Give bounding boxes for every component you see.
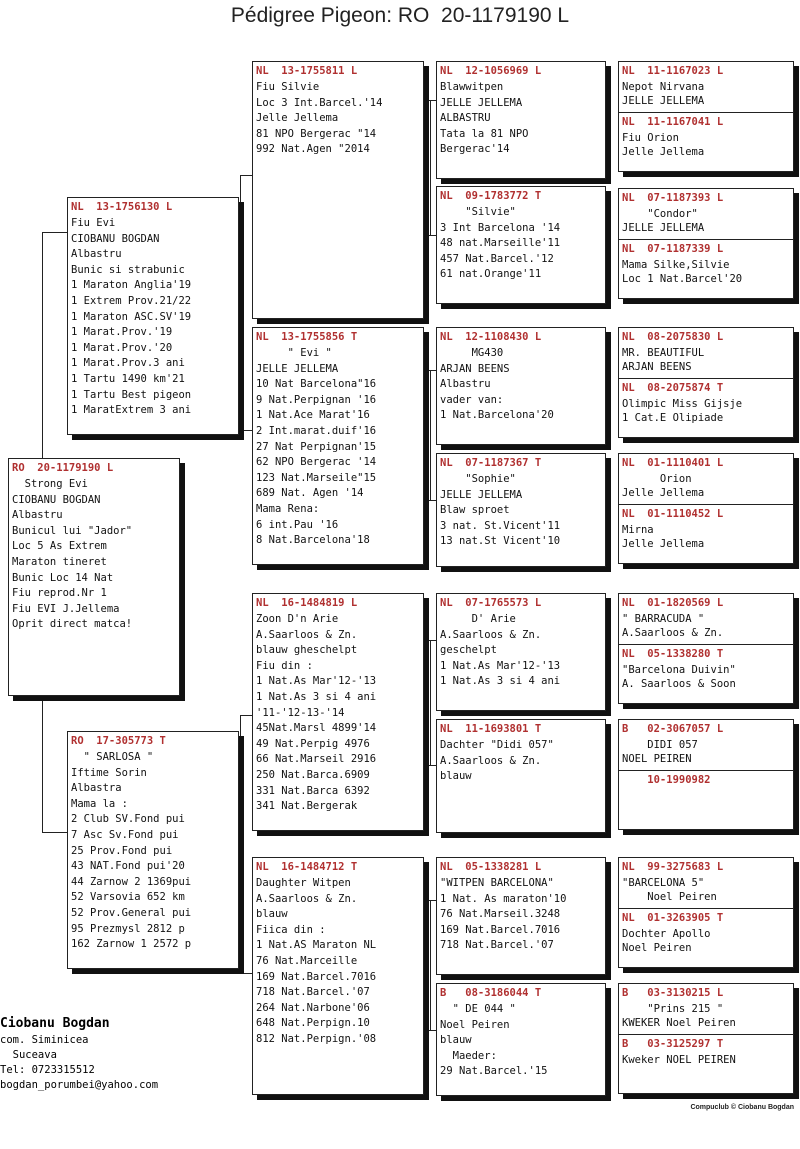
text-line: 457 Nat.Barcel.'12	[440, 252, 554, 265]
text-line: 44 Zarnow 2 1369pui	[71, 875, 192, 888]
ggg-pair-card	[618, 453, 794, 564]
text-line: "Barcelona Duivin"	[622, 664, 736, 676]
great-grandparent-lines	[440, 1002, 602, 1080]
ring-number: B 03-3130215 L	[622, 987, 724, 999]
text-line: Maeder:	[440, 1049, 497, 1062]
ggg-lower	[619, 908, 793, 955]
text-line: Blawwitpen	[440, 81, 504, 93]
ggg-lines	[622, 663, 790, 691]
text-line: 1 Nat.As Mar'12-'13	[440, 659, 561, 672]
text-line: 81 NPO Bergerac "14	[256, 127, 377, 140]
great-grandparent-card	[436, 719, 606, 833]
text-line: 9 Nat.Perpignan '16	[256, 393, 377, 406]
grandparent-card	[252, 327, 424, 565]
text-line: 718 Nat.Barcel.'07	[256, 986, 370, 999]
text-line: 1 Tartu Best pigeon	[71, 388, 192, 401]
text-line: Dachter "Didi 057"	[440, 739, 554, 751]
text-line: " BARRACUDA "	[622, 613, 705, 625]
text-line: Bergerac'14	[440, 143, 510, 156]
text-line: blauw gheschelpt	[256, 644, 358, 657]
ggg-pair-card	[618, 983, 794, 1094]
subject-lines	[12, 477, 176, 633]
text-line: Strong Evi	[12, 478, 88, 490]
text-line: "Condor"	[622, 208, 698, 220]
great-grandparent-lines	[440, 876, 602, 954]
text-line: geschelpt	[440, 644, 497, 657]
text-line: " SARLOSA "	[71, 751, 154, 763]
text-line: CIOBANU BOGDAN	[12, 493, 101, 506]
ggg-lines	[622, 1053, 790, 1067]
text-line: 162 Zarnow 1 2572 p	[71, 938, 192, 951]
text-line: 1 Nat. As maraton'10	[440, 892, 567, 905]
text-line: 25 Prov.Fond pui	[71, 844, 173, 857]
sire-lines	[71, 216, 235, 419]
text-line: Tata la 81 NPO	[440, 127, 529, 140]
text-line: Daughter Witpen	[256, 877, 351, 889]
text-line: Orion	[622, 473, 692, 485]
text-line: Albastru	[12, 509, 63, 522]
breeder-name: Ciobanu Bogdan	[0, 1016, 110, 1031]
ring-number: NL 16-1484819 L	[256, 597, 358, 609]
text-line: 689 Nat. Agen '14	[256, 487, 364, 500]
text-line: Kweker NOEL PEIREN	[622, 1054, 736, 1066]
connector	[42, 232, 43, 460]
ggg-pair-card	[618, 61, 794, 172]
text-line: 95 Prezmysl 2812 p	[71, 922, 185, 935]
text-line: Fiu reprod.Nr 1	[12, 587, 107, 600]
ring-number: NL 08-2075830 L	[622, 331, 724, 343]
text-line: Jelle Jellema	[622, 487, 705, 499]
ggg-pair-card	[618, 719, 794, 830]
great-grandparent-card	[436, 593, 606, 711]
ggg-lines	[622, 472, 790, 500]
text-line: Oprit direct matca!	[12, 618, 133, 631]
text-line: MG430	[440, 347, 504, 359]
text-line: 29 Nat.Barcel.'15	[440, 1065, 548, 1078]
text-line: 10 Nat Barcelona"16	[256, 378, 377, 391]
text-line: ALBASTRU	[440, 112, 491, 125]
ggg-lower	[619, 378, 793, 425]
subject-pigeon-card	[8, 458, 180, 696]
ggg-lower	[619, 112, 793, 159]
text-line: Olimpic Miss Gijsje	[622, 398, 743, 410]
connector	[424, 765, 436, 766]
text-line: Fiu EVI J.Jellema	[12, 602, 120, 615]
ggg-lines	[622, 397, 790, 425]
ring-number: NL 08-2075874 T	[622, 382, 724, 394]
text-line: 1 Marat.Prov.3 ani	[71, 357, 185, 370]
text-line: Suceava	[0, 1049, 57, 1061]
text-line: 3 Int Barcelona '14	[440, 221, 561, 234]
ring-number: 10-1990982	[622, 774, 711, 786]
ring-number: NL 01-1110452 L	[622, 508, 724, 520]
ring-number: NL 05-1338281 L	[440, 861, 542, 873]
ggg-lines	[622, 258, 790, 286]
text-line: Loc 1 Nat.Barcel'20	[622, 273, 743, 285]
text-line: 1 Tartu 1490 km'21	[71, 372, 185, 385]
ggg-lower	[619, 644, 793, 691]
text-line: 61 nat.Orange'11	[440, 268, 542, 281]
text-line: Maraton tineret	[12, 555, 107, 568]
text-line: Noel Peiren	[622, 942, 692, 954]
text-line: A.Saarloos & Zn.	[622, 627, 724, 639]
great-grandparent-card	[436, 983, 606, 1096]
text-line: A.Saarloos & Zn.	[256, 628, 358, 641]
ggg-lines	[622, 131, 790, 159]
text-line: 7 Asc Sv.Fond pui	[71, 828, 179, 841]
ring-number: NL 07-1187367 T	[440, 457, 542, 469]
ggg-lines	[622, 1002, 790, 1030]
page-title: Pédigree Pigeon: RO 20-1179190 L	[230, 4, 570, 27]
text-line: Fiu Orion	[622, 132, 679, 144]
connector	[240, 715, 241, 973]
text-line: Loc 5 As Extrem	[12, 540, 107, 553]
text-line: 13 nat.St Vicent'10	[440, 535, 561, 548]
text-line: "Prins 215 "	[622, 1003, 724, 1015]
ggg-lower	[619, 770, 793, 787]
text-line: " DE 044 "	[440, 1003, 516, 1015]
text-line: 45Nat.Marsl 4899'14	[256, 722, 377, 735]
text-line: 1 Marat.Prov.'20	[71, 341, 173, 354]
text-line: D' Arie	[440, 613, 516, 625]
text-line: 52 Varsovia 652 km	[71, 891, 185, 904]
text-line: " Evi "	[256, 347, 332, 359]
text-line: A.Saarloos & Zn.	[256, 892, 358, 905]
text-line: Albastra	[71, 782, 122, 795]
ggg-lines	[622, 876, 790, 904]
text-line: Fiu din :	[256, 659, 313, 672]
text-line: Fiica din :	[256, 923, 326, 936]
ring-number: NL 09-1783772 T	[440, 190, 542, 202]
connector	[430, 900, 431, 1030]
great-grandparent-lines	[440, 346, 602, 424]
text-line: Tel: 0723315512	[0, 1064, 95, 1076]
text-line: 6 int.Pau '16	[256, 518, 339, 531]
great-grandparent-card	[436, 453, 606, 567]
text-line: JELLE JELLEMA	[622, 95, 705, 107]
text-line: Mama Silke,Silvie	[622, 259, 730, 271]
grandparent-lines	[256, 80, 420, 158]
text-line: Jelle Jellema	[622, 146, 705, 158]
text-line: 76 Nat.Marceille	[256, 954, 358, 967]
ggg-lines	[622, 738, 790, 766]
ring-number: NL 16-1484712 T	[256, 861, 358, 873]
text-line: A. Saarloos & Soon	[622, 678, 736, 690]
text-line: 250 Nat.Barca.6909	[256, 768, 370, 781]
ggg-pair-card	[618, 593, 794, 704]
text-line: A.Saarloos & Zn.	[440, 628, 542, 641]
text-line: 62 NPO Bergerac '14	[256, 456, 377, 469]
ggg-lines	[622, 80, 790, 108]
ggg-pair-card	[618, 327, 794, 438]
great-grandparent-lines	[440, 205, 602, 283]
text-line: Jelle Jellema	[256, 112, 339, 125]
great-grandparent-card	[436, 857, 606, 975]
dam-card	[67, 731, 239, 969]
text-line: 76 Nat.Marseil.3248	[440, 908, 561, 921]
ring-number: NL 13-1756130 L	[71, 201, 173, 213]
text-line: Fiu Silvie	[256, 81, 320, 93]
text-line: Bunic Loc 14 Nat	[12, 571, 114, 584]
ggg-lower	[619, 1034, 793, 1067]
text-line: KWEKER Noel Peiren	[622, 1017, 736, 1029]
text-line: 2 Club SV.Fond pui	[71, 813, 185, 826]
ring-number: NL 01-3263905 T	[622, 912, 724, 924]
text-line: 43 NAT.Fond pui'20	[71, 860, 185, 873]
connector	[430, 640, 431, 765]
text-line: 1 Extrem Prov.21/22	[71, 294, 192, 307]
ring-number: NL 11-1167023 L	[622, 65, 724, 77]
text-line: Noel Peiren	[440, 1018, 510, 1031]
text-line: blauw	[256, 908, 288, 921]
text-line: '11-'12-13-'14	[256, 706, 345, 719]
text-line: bogdan_porumbei@yahoo.com	[0, 1079, 159, 1091]
text-line: Fiu Evi	[71, 217, 116, 229]
text-line: 718 Nat.Barcel.'07	[440, 939, 554, 952]
text-line: Albastru	[71, 248, 122, 261]
connector	[424, 1030, 436, 1031]
text-line: NOEL PEIREN	[622, 753, 692, 765]
grandparent-card	[252, 857, 424, 1095]
ggg-lines	[622, 207, 790, 235]
text-line: 1 Maraton Anglia'19	[71, 279, 192, 292]
text-line: ARJAN BEENS	[622, 361, 692, 373]
text-line: "Sophie"	[440, 473, 516, 485]
text-line: 1 Nat.As 3 si 4 ani	[256, 690, 377, 703]
ggg-pair-card	[618, 857, 794, 968]
connector	[430, 370, 431, 500]
text-line: "WITPEN BARCELONA"	[440, 877, 554, 889]
ring-number: NL 13-1755811 L	[256, 65, 358, 77]
ring-number: B 08-3186044 T	[440, 987, 542, 999]
text-line: blauw	[440, 770, 472, 783]
ring-number: NL 07-1187339 L	[622, 243, 724, 255]
ring-number: RO 20-1179190 L	[12, 462, 114, 474]
great-grandparent-card	[436, 327, 606, 445]
text-line: 992 Nat.Agen "2014	[256, 143, 370, 156]
great-grandparent-lines	[440, 738, 602, 785]
text-line: 27 Nat Perpignan'15	[256, 440, 377, 453]
text-line: 66 Nat.Marseil 2916	[256, 753, 377, 766]
text-line: JELLE JELLEMA	[622, 222, 705, 234]
text-line: 1 Nat.As Mar'12-'13	[256, 675, 377, 688]
connector	[424, 500, 436, 501]
ring-number: RO 17-305773 T	[71, 735, 166, 747]
text-line: DIDI 057	[622, 739, 698, 751]
text-line: 3 nat. St.Vicent'11	[440, 519, 561, 532]
dam-lines	[71, 750, 235, 953]
text-line: 264 Nat.Narbone'06	[256, 1001, 370, 1014]
ggg-lines	[622, 523, 790, 551]
text-line: 1 Nat.Ace Marat'16	[256, 409, 370, 422]
text-line: 1 Maraton ASC.SV'19	[71, 310, 192, 323]
ring-number: B 03-3125297 T	[622, 1038, 724, 1050]
text-line: 1 Cat.E Olipiade	[622, 412, 724, 424]
ggg-lines	[622, 346, 790, 374]
text-line: Loc 3 Int.Barcel.'14	[256, 96, 383, 109]
text-line: Blaw sproet	[440, 504, 510, 517]
connector	[42, 232, 69, 233]
text-line: CIOBANU BOGDAN	[71, 232, 160, 245]
ring-number: NL 01-1820569 L	[622, 597, 724, 609]
great-grandparent-lines	[440, 472, 602, 550]
text-line: Mirna	[622, 524, 654, 536]
ggg-lines	[622, 927, 790, 955]
ring-number: NL 99-3275683 L	[622, 861, 724, 873]
text-line: 8 Nat.Barcelona'18	[256, 534, 370, 547]
ggg-lower	[619, 504, 793, 551]
text-line: 648 Nat.Perpign.10	[256, 1017, 370, 1030]
ring-number: NL 12-1056969 L	[440, 65, 542, 77]
text-line: Iftime Sorin	[71, 766, 147, 779]
grandparent-card	[252, 61, 424, 319]
connector	[430, 100, 431, 235]
text-line: Mama Rena:	[256, 502, 320, 515]
text-line: 1 Nat.Barcelona'20	[440, 409, 554, 422]
text-line: Bunic si strabunic	[71, 263, 185, 276]
breeder-lines	[0, 1033, 158, 1093]
ring-number: NL 12-1108430 L	[440, 331, 542, 343]
text-line: JELLE JELLEMA	[440, 488, 523, 501]
text-line: 48 nat.Marseille'11	[440, 237, 561, 250]
connector	[240, 175, 241, 430]
text-line: 1 Marat.Prov.'19	[71, 326, 173, 339]
text-line: 169 Nat.Barcel.7016	[440, 923, 561, 936]
text-line: 1 Nat.As 3 si 4 ani	[440, 675, 561, 688]
text-line: Bunicul lui "Jador"	[12, 524, 133, 537]
great-grandparent-card	[436, 61, 606, 179]
text-line: Mama la :	[71, 797, 128, 810]
grandparent-card	[252, 593, 424, 831]
ring-number: NL 11-1167041 L	[622, 116, 724, 128]
text-line: com. Siminicea	[0, 1034, 89, 1046]
ggg-lower	[619, 239, 793, 286]
text-line: 331 Nat.Barca 6392	[256, 784, 370, 797]
breeder-info	[0, 1015, 158, 1093]
text-line: Noel Peiren	[622, 891, 717, 903]
grandparent-lines	[256, 346, 420, 549]
ring-number: NL 07-1187393 L	[622, 192, 724, 204]
text-line: 123 Nat.Marseile"15	[256, 471, 377, 484]
footer-credit: Compuclub © Ciobanu Bogdan	[690, 1104, 794, 1111]
ring-number: NL 07-1765573 L	[440, 597, 542, 609]
connector	[42, 832, 69, 833]
ring-number: B 02-3067057 L	[622, 723, 724, 735]
ring-number: NL 13-1755856 T	[256, 331, 358, 343]
ggg-pair-card	[618, 188, 794, 299]
text-line: 2 Int.marat.duif'16	[256, 424, 377, 437]
text-line: 812 Nat.Perpign.'08	[256, 1032, 377, 1045]
text-line: JELLE JELLEMA	[440, 96, 523, 109]
text-line: blauw	[440, 1034, 472, 1047]
grandparent-lines	[256, 876, 420, 1048]
text-line: Zoon D'n Arie	[256, 613, 339, 625]
text-line: Nepot Nirvana	[622, 81, 705, 93]
text-line: 1 Nat.AS Maraton NL	[256, 939, 377, 952]
ring-number: NL 11-1693801 T	[440, 723, 542, 735]
text-line: A.Saarloos & Zn.	[440, 754, 542, 767]
text-line: 169 Nat.Barcel.7016	[256, 970, 377, 983]
ggg-lines	[622, 612, 790, 640]
ring-number: NL 01-1110401 L	[622, 457, 724, 469]
text-line: "BARCELONA 5"	[622, 877, 705, 889]
text-line: MR. BEAUTIFUL	[622, 347, 705, 359]
grandparent-lines	[256, 612, 420, 815]
text-line: vader van:	[440, 393, 504, 406]
text-line: ARJAN BEENS	[440, 362, 510, 375]
text-line: Albastru	[440, 378, 491, 391]
text-line: "Silvie"	[440, 206, 516, 218]
sire-card	[67, 197, 239, 435]
text-line: 341 Nat.Bergerak	[256, 800, 358, 813]
great-grandparent-lines	[440, 612, 602, 690]
connector	[424, 235, 436, 236]
text-line: JELLE JELLEMA	[256, 362, 339, 375]
text-line: 52 Prov.General pui	[71, 906, 192, 919]
text-line: Jelle Jellema	[622, 538, 705, 550]
text-line: 49 Nat.Perpig 4976	[256, 737, 370, 750]
ring-number: NL 05-1338280 T	[622, 648, 724, 660]
connector	[42, 700, 43, 832]
great-grandparent-lines	[440, 80, 602, 158]
great-grandparent-card	[436, 186, 606, 304]
text-line: Dochter Apollo	[622, 928, 711, 940]
text-line: 1 MaratExtrem 3 ani	[71, 404, 192, 417]
